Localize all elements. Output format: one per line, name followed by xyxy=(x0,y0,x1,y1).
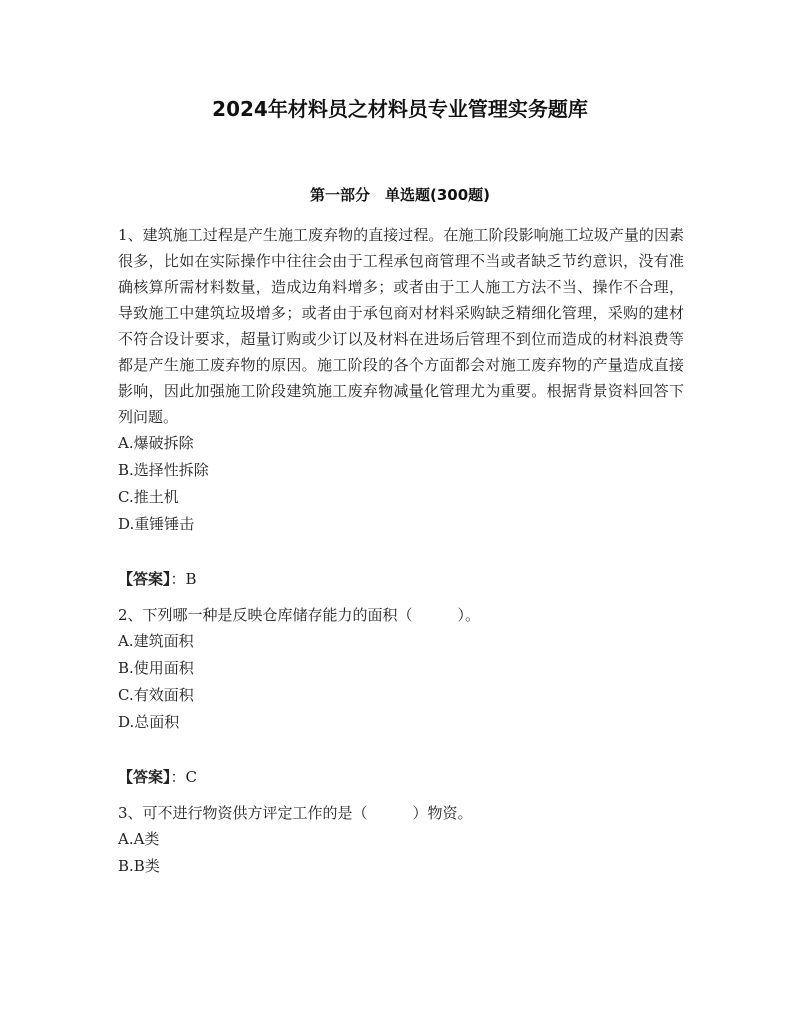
question-1-answer-label: 【答案】 xyxy=(118,570,171,588)
question-1 xyxy=(118,222,684,538)
question-1-answer-value: ：B xyxy=(170,570,197,588)
question-3-option-a: A.A类 xyxy=(118,830,160,848)
question-1-answer xyxy=(118,566,684,592)
question-2-option-d: D.总面积 xyxy=(118,713,180,731)
question-2-option-c: C.有效面积 xyxy=(118,686,194,704)
question-2-option-b: B.使用面积 xyxy=(118,659,194,677)
question-2-text: 2、下列哪一种是反映仓库储存能力的面积（ ）。 xyxy=(118,606,481,624)
question-1-option-c: C.推土机 xyxy=(118,488,179,506)
question-3 xyxy=(118,800,684,880)
question-1-option-a: A.爆破拆除 xyxy=(118,434,194,452)
question-3-text: 3、可不进行物资供方评定工作的是（ ）物资。 xyxy=(118,804,473,822)
question-list xyxy=(118,222,684,880)
question-2 xyxy=(118,602,684,736)
question-1-option-d: D.重锤锤击 xyxy=(118,515,195,533)
section-heading: 第一部分 单选题(300题) xyxy=(309,186,491,204)
question-3-option-b: B.B类 xyxy=(118,857,160,875)
question-2-answer-label: 【答案】 xyxy=(118,768,171,786)
document-title: 2024年材料员之材料员专业管理实务题库 xyxy=(212,97,588,121)
question-3-options xyxy=(118,826,684,880)
question-1-text: 1、建筑施工过程是产生施工废弃物的直接过程。在施工阶段影响施工垃圾产量的因素很多，比如在实际操作中往往会由于工程承包商管理不当或者缺乏节约意识，没有准确核算所需材料数量，造成边角料增多；或者由于工人施工方法不当、操作不合理，导致施工中建筑垃圾增多；或者由于承包商对材料采购缺乏精细化管理，采购的建材不符合设计要求，超量订购或少订以及材料在进场后管理不到位而造成的材料浪费等都是产生施工废弃物的原因。施工阶段的各个方面都会对施工废弃物的产量造成直接影响，因此加强施工阶段建筑施工废弃物减量化管理尤为重要。根据背景资料回答下列问题。 xyxy=(118,226,684,426)
question-1-option-b: B.选择性拆除 xyxy=(118,461,209,479)
question-1-options xyxy=(118,430,684,538)
question-2-answer-value: ：C xyxy=(170,768,197,786)
question-2-options xyxy=(118,628,684,736)
question-2-answer xyxy=(118,764,684,790)
question-2-option-a: A.建筑面积 xyxy=(118,632,194,650)
